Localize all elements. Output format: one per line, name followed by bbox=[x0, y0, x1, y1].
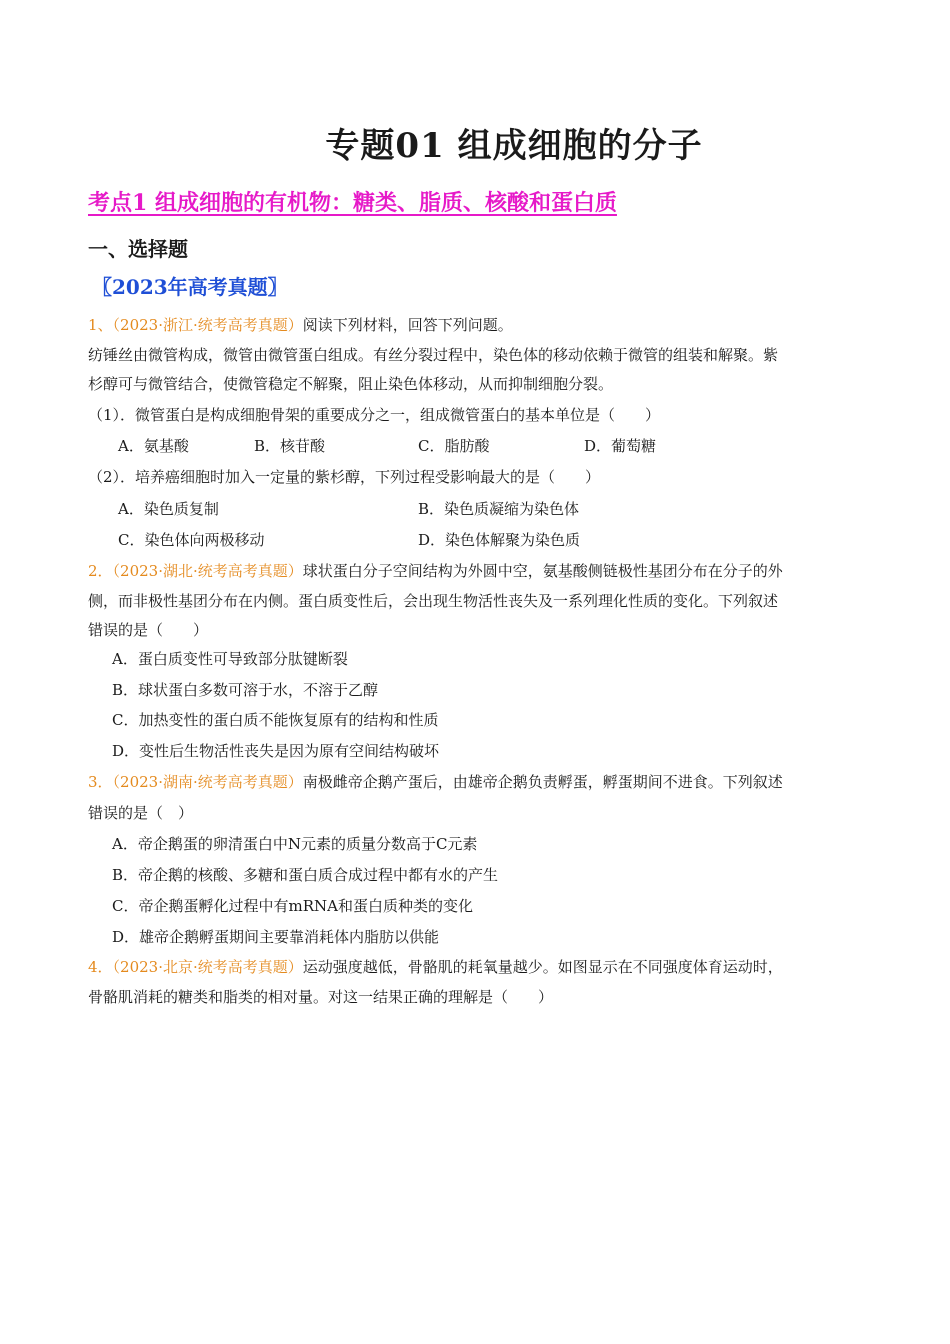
question-source: （2023·湖南·统考高考真题） bbox=[112, 773, 303, 791]
sub-question-stem: （1）．微管蛋白是构成细胞骨架的重要成分之一，组成微管蛋白的基本单位是（ ） bbox=[88, 406, 661, 424]
question-1-header bbox=[88, 315, 513, 335]
passage-line: 纺锤丝由微管构成，微管由微管蛋白组成。有丝分裂过程中，染色体的移动依赖于微管的组装和解聚。紫 bbox=[88, 346, 779, 364]
option-c: C．加热变性的蛋白质不能恢复原有的结构和性质 bbox=[112, 711, 439, 729]
option-c: C．脂肪酸 bbox=[418, 437, 490, 455]
section-heading: 一、选择题 bbox=[88, 237, 188, 261]
question-text: 南极雌帝企鹅产蛋后，由雄帝企鹅负责孵蛋，孵蛋期间不进食。下列叙述 bbox=[302, 773, 783, 791]
option-a: A．蛋白质变性可导致部分肽键断裂 bbox=[112, 650, 348, 668]
option-c: C．帝企鹅蛋孵化过程中有mRNA和蛋白质种类的变化 bbox=[112, 897, 473, 915]
question-text: 运动强度越低，骨骼肌的耗氧量越少。如图显示在不同强度体育运动时， bbox=[302, 958, 783, 976]
option-b: B．球状蛋白多数可溶于水，不溶于乙醇 bbox=[112, 681, 379, 699]
question-text-line: 错误的是（ ） bbox=[88, 621, 209, 639]
question-text: 球状蛋白分子空间结构为外圆中空，氨基酸侧链极性基团分布在分子的外 bbox=[302, 562, 783, 580]
question-3-header bbox=[88, 772, 783, 792]
question-text-line: 骨骼肌消耗的糖类和脂类的相对量。对这一结果正确的理解是（ ） bbox=[88, 988, 554, 1006]
question-source: （2023·北京·统考高考真题） bbox=[112, 958, 303, 976]
question-source: （2023·浙江·统考高考真题） bbox=[112, 316, 303, 334]
year-heading: 〖2023年高考真题〗 bbox=[92, 275, 288, 299]
option-a: A．染色质复制 bbox=[118, 500, 219, 518]
option-b: B．帝企鹅的核酸、多糖和蛋白质合成过程中都有水的产生 bbox=[112, 866, 499, 884]
option-b: B．核苷酸 bbox=[254, 437, 326, 455]
question-number: 3． bbox=[88, 773, 113, 791]
option-d: D．雄帝企鹅孵蛋期间主要靠消耗体内脂肪以供能 bbox=[112, 928, 440, 946]
sub-question-stem: （2）．培养癌细胞时加入一定量的紫杉醇，下列过程受影响最大的是（ ） bbox=[88, 468, 601, 486]
option-a: A．帝企鹅蛋的卵清蛋白中N元素的质量分数高于C元素 bbox=[112, 835, 478, 853]
option-d: D．葡萄糖 bbox=[584, 437, 657, 455]
question-number: 1、 bbox=[88, 316, 113, 334]
option-b: B．染色质凝缩为染色体 bbox=[418, 500, 580, 518]
question-text-line: 侧，而非极性基团分布在内侧。蛋白质变性后，会出现生物活性丧失及一系列理化性质的变化。下列叙述 bbox=[88, 592, 779, 610]
question-4-header bbox=[88, 957, 783, 977]
page-title: 专题01 组成细胞的分子 bbox=[325, 126, 703, 166]
question-text-line: 错误的是（ ） bbox=[88, 804, 194, 822]
option-d: D．变性后生物活性丧失是因为原有空间结构破坏 bbox=[112, 742, 440, 760]
question-2-header bbox=[88, 561, 783, 581]
topic-heading: 考点1 组成细胞的有机物：糖类、脂质、核酸和蛋白质 bbox=[88, 190, 617, 216]
question-source: （2023·湖北·统考高考真题） bbox=[112, 562, 303, 580]
option-c: C．染色体向两极移动 bbox=[118, 531, 265, 549]
question-number: 2． bbox=[88, 562, 113, 580]
passage-line: 杉醇可与微管结合，使微管稳定不解聚，阻止染色体移动，从而抑制细胞分裂。 bbox=[88, 375, 614, 393]
option-a: A．氨基酸 bbox=[118, 437, 189, 455]
option-d: D．染色体解聚为染色质 bbox=[418, 531, 581, 549]
question-number: 4． bbox=[88, 958, 113, 976]
question-text: 阅读下列材料，回答下列问题。 bbox=[302, 316, 513, 334]
